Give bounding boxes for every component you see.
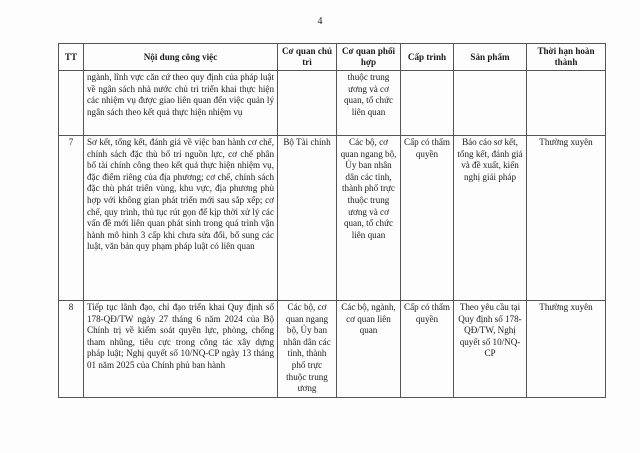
cell-product <box>454 71 527 136</box>
cell-tt: 7 <box>59 136 84 301</box>
header-tt: TT <box>59 44 84 71</box>
cell-submit-level: Cấp có thẩm quyền <box>401 136 454 301</box>
header-product: Sản phẩm <box>454 44 527 71</box>
cell-lead-agency: Bộ Tài chính <box>278 136 337 301</box>
table-row <box>59 301 606 398</box>
table-row <box>59 71 606 136</box>
cell-tt <box>59 71 84 136</box>
header-submit-level: Cấp trình <box>401 44 454 71</box>
cell-lead-agency <box>278 71 337 136</box>
cell-lead-agency: Các bộ, cơ quan ngang bộ, Ủy ban nhân dân các tỉnh, thành phố trực thuộc trung ương <box>278 301 337 398</box>
cell-deadline <box>527 71 606 136</box>
header-content: Nội dung công việc <box>84 44 278 71</box>
cell-product: Theo yêu cầu tại Quy định số 178-QĐ/TW, Nghị quyết số 10/NQ-CP <box>454 301 527 398</box>
cell-deadline: Thường xuyên <box>527 301 606 398</box>
cell-coordinating-agency: thuộc trung ương và cơ quan, tổ chức liên quan <box>337 71 401 136</box>
header-deadline: Thời hạn hoàn thành <box>527 44 606 71</box>
cell-tt: 8 <box>59 301 84 398</box>
cell-submit-level: Cấp có thẩm quyền <box>401 301 454 398</box>
cell-content: Sơ kết, tổng kết, đánh giá về việc ban hành cơ chế, chính sách đặc thù bố trí nguồn lực, cơ chế phân bổ tài chính công theo kết quả thực hiện nhiệm vụ, đặc điểm riêng của địa phương; cơ chế, chính sách đặc thù phát triển vùng, khu vực, địa phương phù hợp với không gian phát triển mới sau sắp xếp; cơ chế, quy trình, thủ tục rút gọn để kịp thời xử lý các vấn đề mới liên quan phát sinh trong quá trình vận hành mô hình 3 cấp khi chưa sửa đổi, bổ sung các luật, văn bản quy phạm pháp luật có liên quan <box>84 136 278 301</box>
table-header-row <box>59 44 606 71</box>
cell-deadline: Thường xuyên <box>527 136 606 301</box>
cell-content: Tiếp tục lãnh đạo, chỉ đạo triển khai Quy định số 178-QĐ/TW ngày 27 tháng 6 năm 2024 của Bộ Chính trị về kiểm soát quyền lực, phòng, chống tham nhũng, tiêu cực trong công tác xây dựng pháp luật; Nghị quyết số 10/NQ-CP ngày 13 tháng 01 năm 2025 của Chính phủ ban hành <box>84 301 278 398</box>
page-number: 4 <box>317 16 323 27</box>
cell-submit-level <box>401 71 454 136</box>
header-lead-agency: Cơ quan chủ trì <box>278 44 337 71</box>
cell-product: Báo cáo sơ kết, tổng kết, đánh giá và đề xuất, kiến nghị giải pháp <box>454 136 527 301</box>
table-row <box>59 136 606 301</box>
cell-coordinating-agency: Các bộ, cơ quan ngang bộ, Ủy ban nhân dân các tỉnh, thành phố trực thuộc trung ương và cơ quan, tổ chức liên quan <box>337 136 401 301</box>
work-plan-table <box>58 43 606 398</box>
header-coordinating-agency: Cơ quan phối hợp <box>337 44 401 71</box>
cell-content: ngành, lĩnh vực căn cứ theo quy định của pháp luật về ngân sách nhà nước chủ trì triển khai thực hiện các nhiệm vụ được giao liên quan đến việc quản lý ngân sách theo kết quả thực hiện nhiệm vụ <box>84 71 278 136</box>
cell-coordinating-agency: Các bộ, ngành, cơ quan liên quan <box>337 301 401 398</box>
